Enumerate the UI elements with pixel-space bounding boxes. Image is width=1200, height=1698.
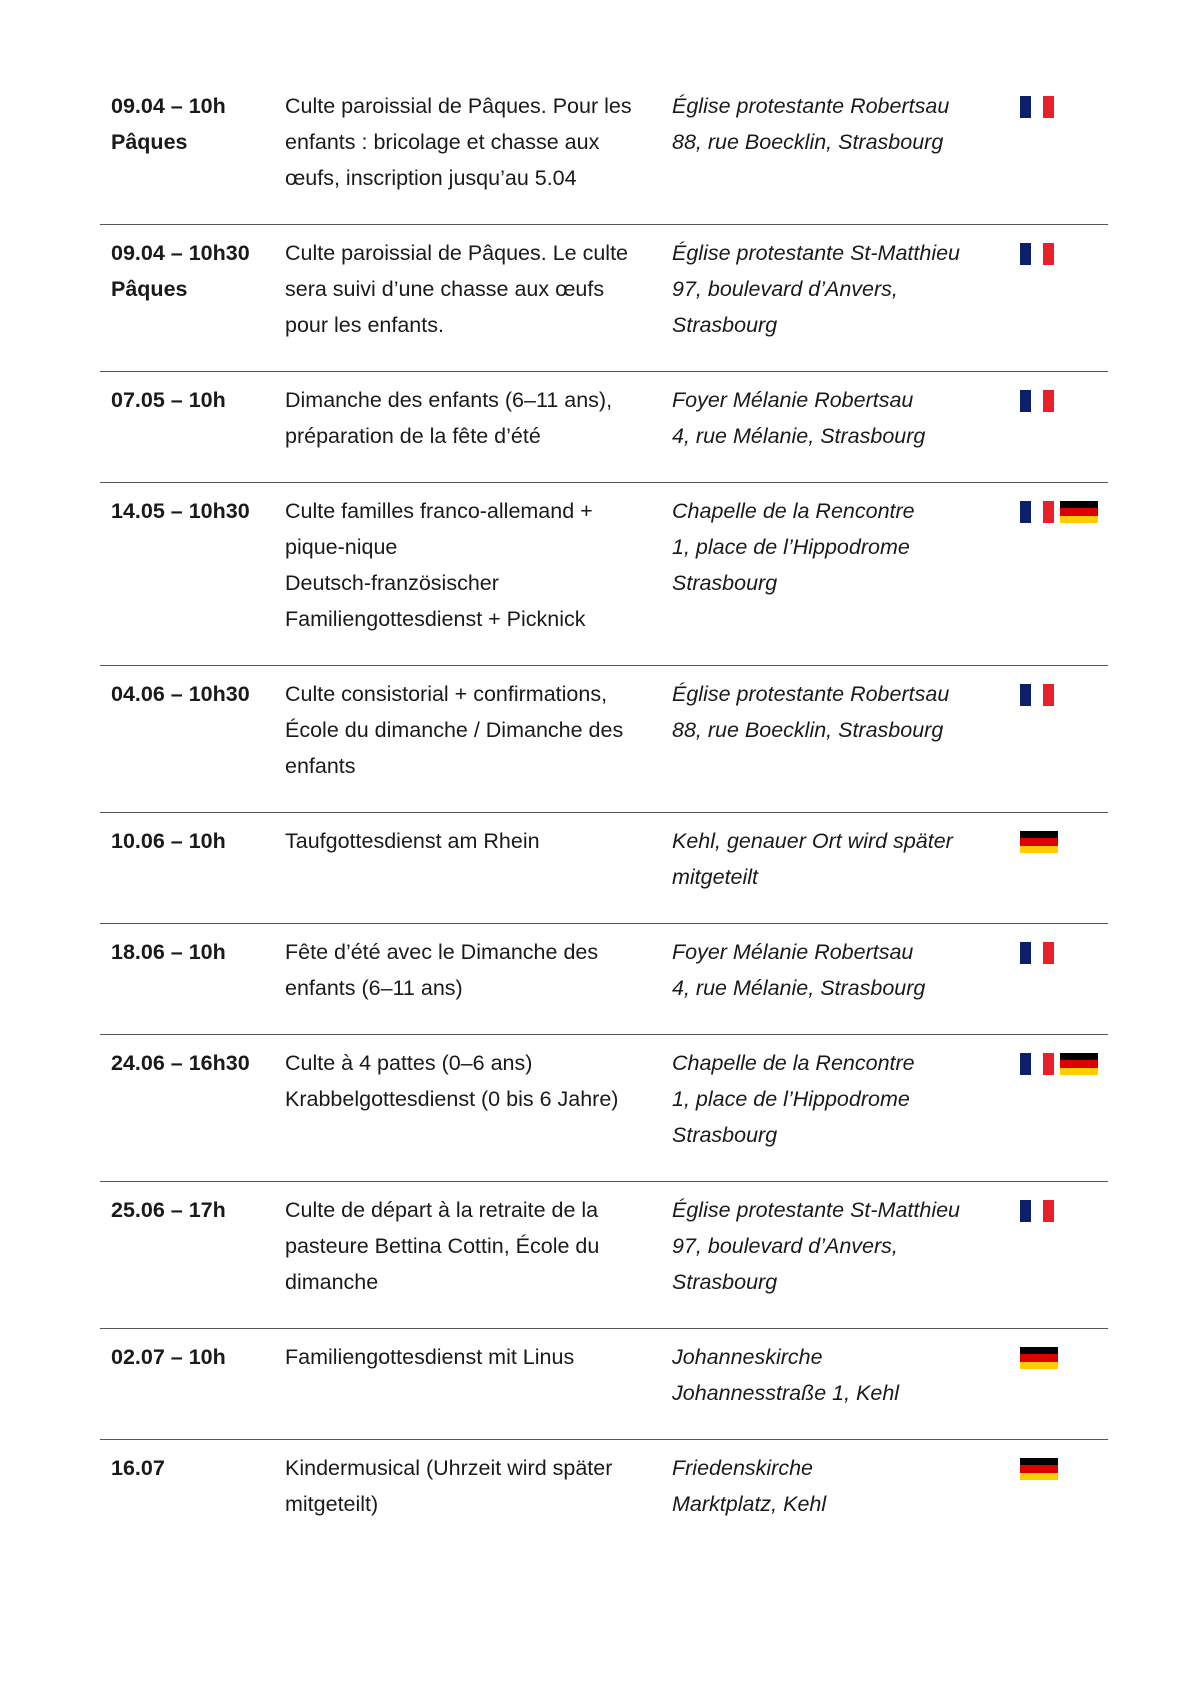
event-cell [272,1450,660,1522]
french-flag-icon [1020,390,1054,412]
date-time: 04.06 – 10h30 [111,682,250,706]
date-time: 09.04 – 10h [111,94,226,118]
event-line: enfants [285,754,356,778]
table-row [100,1328,1108,1439]
event-line: œufs, inscription jusqu’au 5.04 [285,166,577,190]
place-cell [660,934,1000,1006]
event-cell [272,493,660,637]
table-row [100,665,1108,812]
place-line: 4, rue Mélanie, Strasbourg [672,424,926,448]
place-line: Église protestante Robertsau [672,94,950,118]
place-line: 97, boulevard d’Anvers, [672,277,898,301]
date-time: 16.07 [111,1456,165,1480]
table-row [100,812,1108,923]
event-line: Culte paroissial de Pâques. Le culte [285,241,629,265]
event-line: pour les enfants. [285,313,444,337]
french-flag-icon [1020,96,1054,118]
language-flags [1000,1339,1108,1411]
event-cell [272,934,660,1006]
place-line: Foyer Mélanie Robertsau [672,940,914,964]
german-flag-icon [1020,1347,1058,1369]
date-cell [100,934,272,1006]
place-cell [660,382,1000,454]
german-flag-icon [1060,1053,1098,1075]
place-line: Johanneskirche [672,1345,823,1369]
place-cell [660,676,1000,784]
event-line: Dimanche des enfants (6–11 ans), [285,388,613,412]
place-line: Strasbourg [672,1270,778,1294]
place-cell [660,1339,1000,1411]
table-row [100,1439,1108,1550]
place-line: Kehl, genauer Ort wird später [672,829,953,853]
event-line: Kindermusical (Uhrzeit wird später [285,1456,613,1480]
place-line: Strasbourg [672,1123,778,1147]
event-cell [272,823,660,895]
event-line: pasteure Bettina Cottin, École du [285,1234,600,1258]
place-cell [660,235,1000,343]
date-time: 07.05 – 10h [111,388,226,412]
event-line: préparation de la fête d’été [285,424,541,448]
table-row [100,482,1108,665]
event-line: Familiengottesdienst + Picknick [285,607,586,631]
french-flag-icon [1020,1053,1054,1075]
date-cell [100,88,272,196]
place-line: Église protestante St-Matthieu [672,241,961,265]
language-flags [1000,88,1108,196]
language-flags [1000,1192,1108,1300]
date-cell [100,382,272,454]
french-flag-icon [1020,1200,1054,1222]
place-line: Foyer Mélanie Robertsau [672,388,914,412]
language-flags [1000,676,1108,784]
date-time: 18.06 – 10h [111,940,226,964]
date-time: 09.04 – 10h30 [111,241,250,265]
language-flags [1000,235,1108,343]
place-line: 1, place de l’Hippodrome [672,1087,910,1111]
date-time: 10.06 – 10h [111,829,226,853]
table-row [100,78,1108,224]
event-cell [272,1339,660,1411]
german-flag-icon [1060,501,1098,523]
language-flags [1000,1045,1108,1153]
place-line: Strasbourg [672,571,778,595]
place-line: Chapelle de la Rencontre [672,499,915,523]
place-line: Marktplatz, Kehl [672,1492,827,1516]
event-cell [272,382,660,454]
place-line: 1, place de l’Hippodrome [672,535,910,559]
place-line: Chapelle de la Rencontre [672,1051,915,1075]
place-line: 88, rue Boecklin, Strasbourg [672,718,944,742]
schedule-table [100,78,1108,1550]
place-line: mitgeteilt [672,865,759,889]
language-flags [1000,1450,1108,1522]
language-flags [1000,493,1108,637]
place-line: 97, boulevard d’Anvers, [672,1234,898,1258]
event-line: Krabbelgottesdienst (0 bis 6 Jahre) [285,1087,619,1111]
place-cell [660,1192,1000,1300]
table-row [100,371,1108,482]
date-time: 14.05 – 10h30 [111,499,250,523]
event-line: Deutsch-französischer [285,571,499,595]
event-line: Culte paroissial de Pâques. Pour les [285,94,632,118]
event-line: sera suivi d’une chasse aux œufs [285,277,605,301]
event-line: Fête d’été avec le Dimanche des [285,940,599,964]
table-row [100,1181,1108,1328]
date-time: 02.07 – 10h [111,1345,226,1369]
place-line: 88, rue Boecklin, Strasbourg [672,130,944,154]
date-cell [100,1339,272,1411]
language-flags [1000,934,1108,1006]
event-line: Familiengottesdienst mit Linus [285,1345,575,1369]
event-cell [272,1192,660,1300]
event-line: Culte familles franco-allemand + [285,499,593,523]
french-flag-icon [1020,501,1054,523]
table-row [100,923,1108,1034]
date-cell [100,1045,272,1153]
place-line: Johannesstraße 1, Kehl [672,1381,900,1405]
place-line: 4, rue Mélanie, Strasbourg [672,976,926,1000]
language-flags [1000,823,1108,895]
date-occasion: Pâques [111,277,188,301]
german-flag-icon [1020,831,1058,853]
place-cell [660,493,1000,637]
event-line: enfants : bricolage et chasse aux [285,130,600,154]
place-line: Église protestante St-Matthieu [672,1198,961,1222]
date-cell [100,676,272,784]
event-line: Taufgottesdienst am Rhein [285,829,540,853]
date-cell [100,823,272,895]
french-flag-icon [1020,684,1054,706]
place-line: Strasbourg [672,313,778,337]
event-cell [272,676,660,784]
event-line: dimanche [285,1270,379,1294]
french-flag-icon [1020,243,1054,265]
date-cell [100,235,272,343]
table-row [100,1034,1108,1181]
date-cell [100,1450,272,1522]
date-cell [100,493,272,637]
event-line: École du dimanche / Dimanche des [285,718,624,742]
event-line: enfants (6–11 ans) [285,976,463,1000]
date-cell [100,1192,272,1300]
event-cell [272,235,660,343]
event-line: Culte consistorial + confirmations, [285,682,608,706]
event-cell [272,1045,660,1153]
event-line: Culte à 4 pattes (0–6 ans) [285,1051,533,1075]
date-time: 25.06 – 17h [111,1198,226,1222]
table-row [100,224,1108,371]
place-cell [660,823,1000,895]
date-occasion: Pâques [111,130,188,154]
event-cell [272,88,660,196]
place-cell [660,88,1000,196]
date-time: 24.06 – 16h30 [111,1051,250,1075]
event-line: pique-nique [285,535,398,559]
place-cell [660,1450,1000,1522]
place-cell [660,1045,1000,1153]
place-line: Friedenskirche [672,1456,813,1480]
place-line: Église protestante Robertsau [672,682,950,706]
language-flags [1000,382,1108,454]
event-line: mitgeteilt) [285,1492,379,1516]
german-flag-icon [1020,1458,1058,1480]
event-line: Culte de départ à la retraite de la [285,1198,599,1222]
french-flag-icon [1020,942,1054,964]
